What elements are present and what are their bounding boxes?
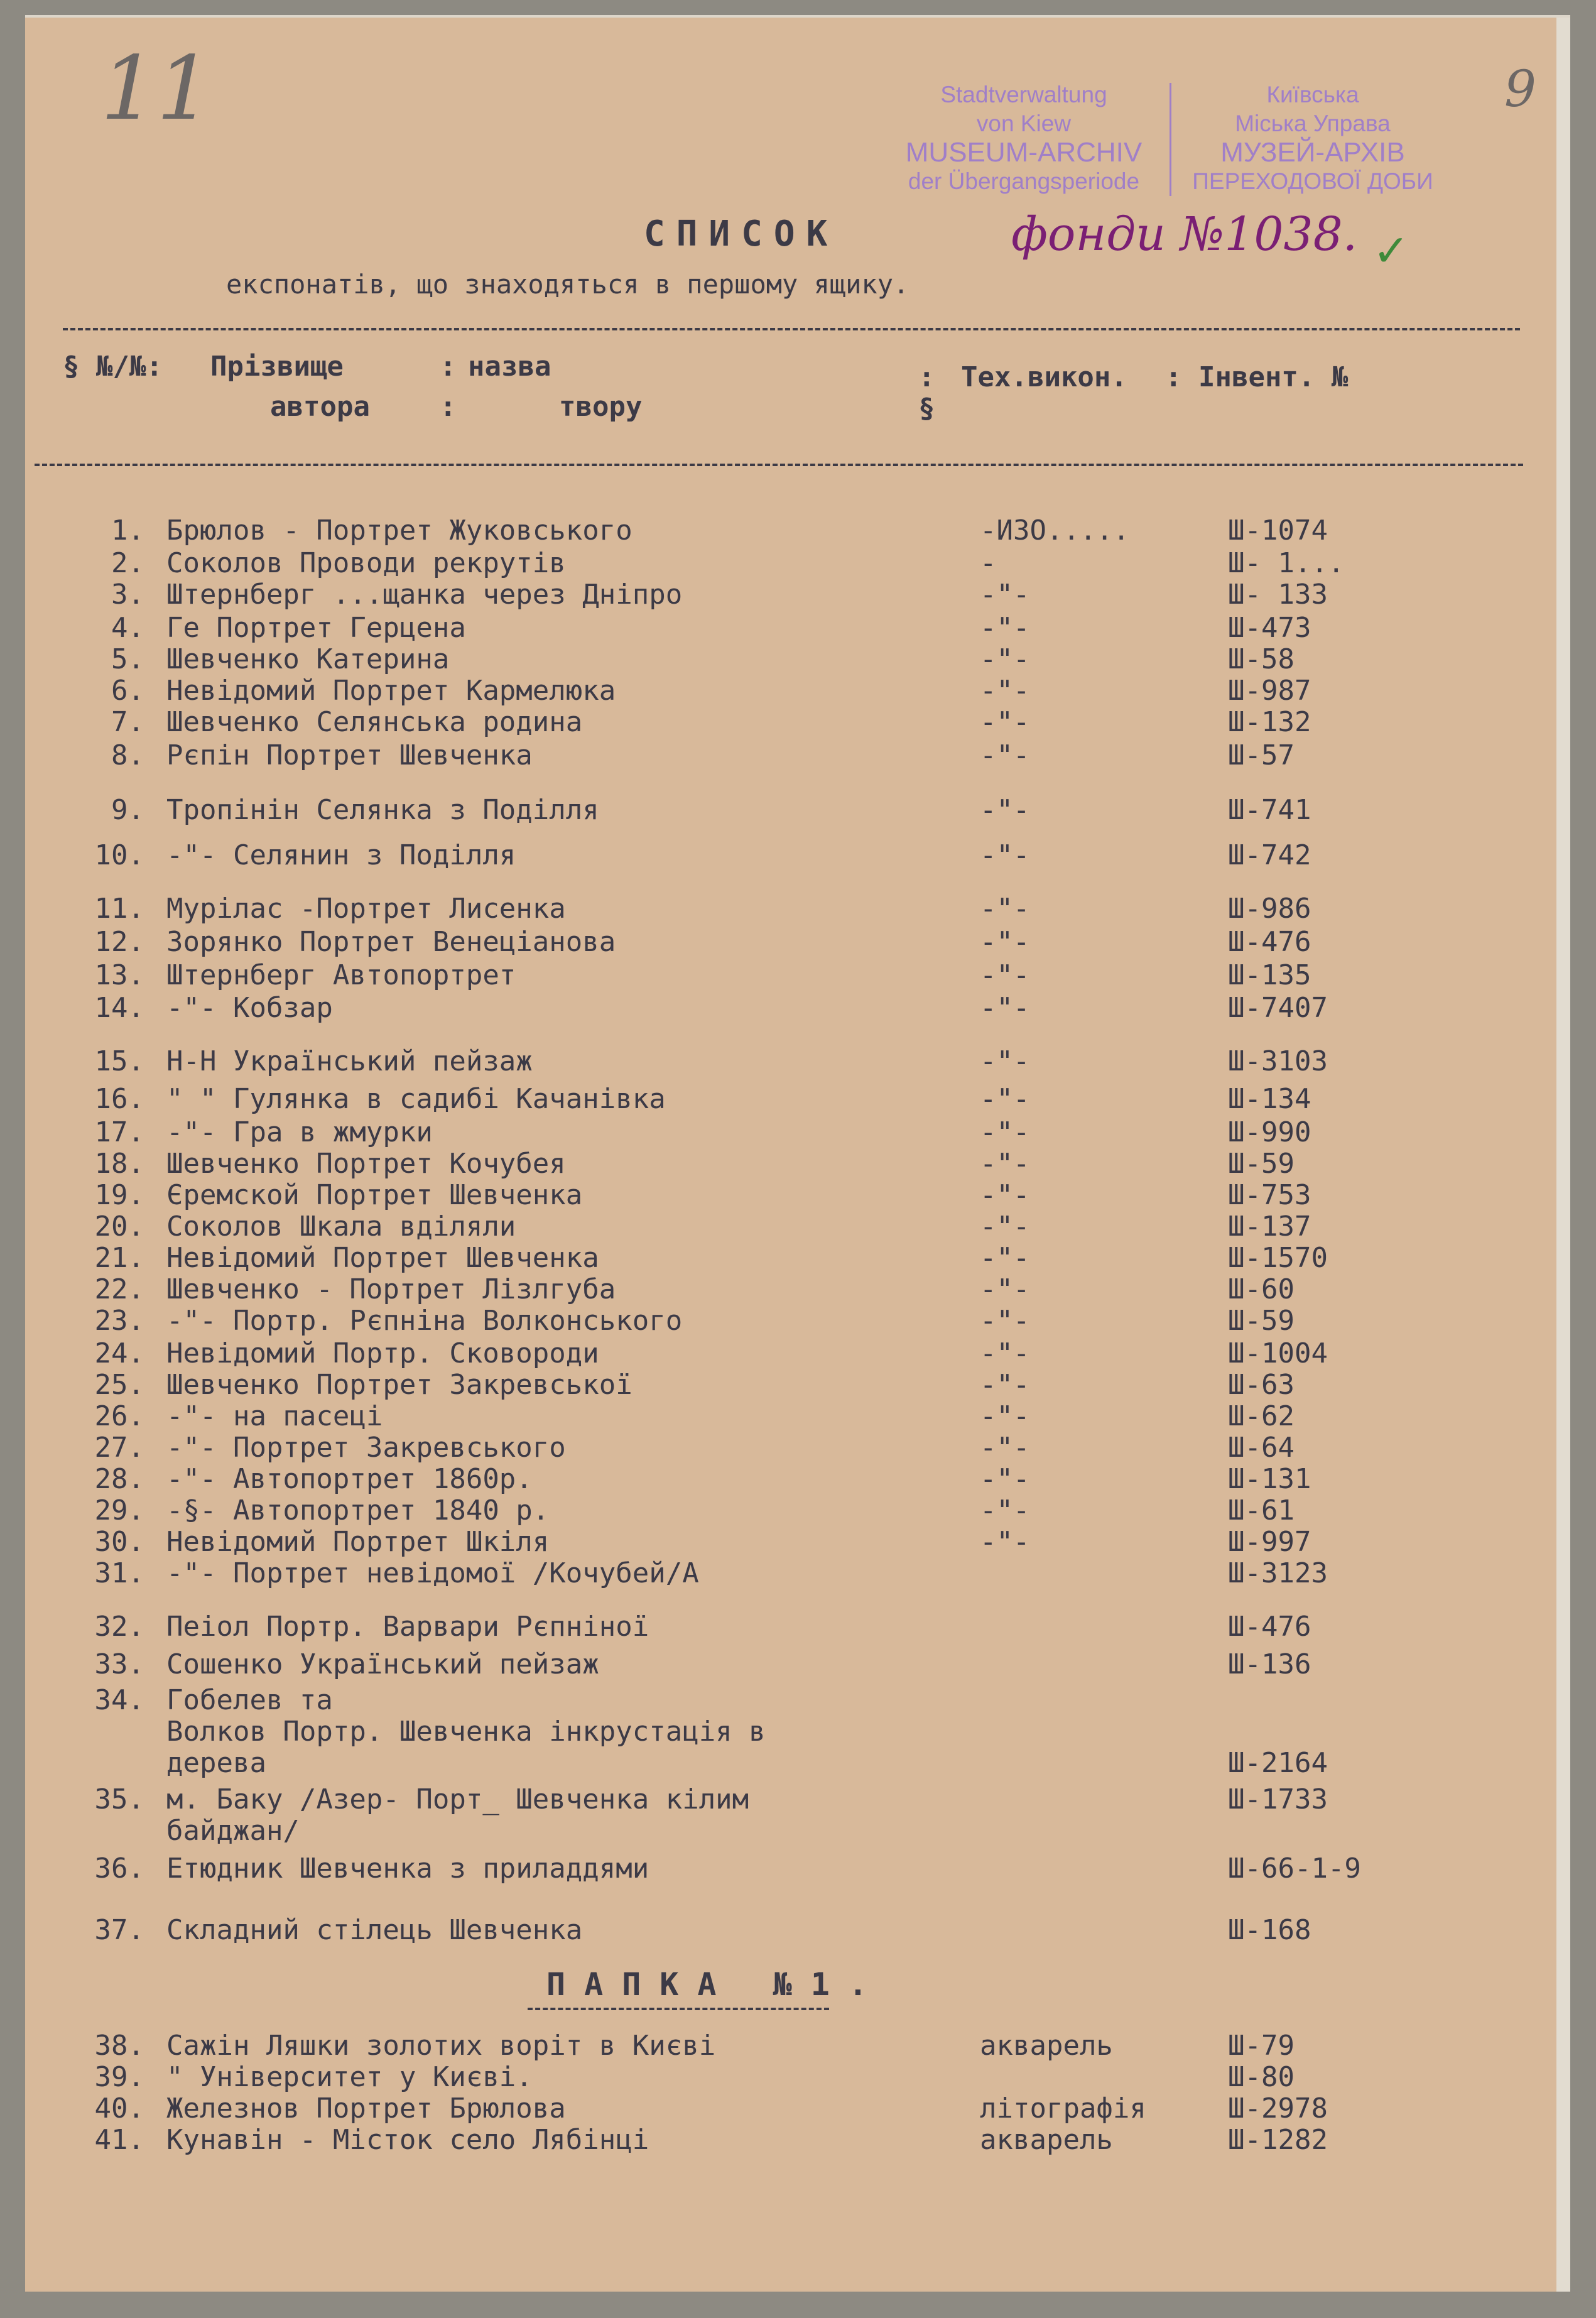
item-description: Зорянко Портрет Венеціанова <box>166 926 616 958</box>
item-description: -"- Кобзар <box>166 992 333 1024</box>
item-number: 39. <box>94 2061 144 2093</box>
handwritten-fond-note: фонди №1038. <box>1011 207 1358 261</box>
item-number: 2. <box>111 547 144 579</box>
list-item <box>0 1815 1545 1847</box>
item-description: -"- Портрет невідомої /Кочубей/А <box>166 1557 699 1589</box>
item-inventory-number: Ш-1004 <box>1228 1337 1328 1369</box>
list-item <box>0 1148 1545 1180</box>
col-work-header: назва <box>468 351 551 383</box>
item-description: Шевченко Портрет Закревської <box>166 1369 632 1401</box>
item-technique: -"- <box>980 1463 1030 1495</box>
item-description: -"- Селянин з Поділля <box>166 839 516 871</box>
item-description: " Університет у Києві. <box>166 2061 533 2093</box>
stamp-line: Київська <box>1266 82 1359 107</box>
col-technique-header: Тех.викон. <box>961 361 1127 393</box>
item-number: 1. <box>111 514 144 547</box>
item-description: байджан/ <box>166 1815 300 1847</box>
list-item <box>0 960 1545 991</box>
item-technique: -"- <box>980 643 1030 675</box>
list-item <box>0 1716 1545 1748</box>
item-inventory-number: Ш-1282 <box>1228 2124 1328 2156</box>
item-technique: -"- <box>980 579 1030 611</box>
list-item <box>0 795 1545 826</box>
list-item <box>0 1915 1545 1946</box>
item-number: 15. <box>94 1045 144 1077</box>
item-number: 13. <box>94 959 144 991</box>
item-number: 9. <box>111 794 144 826</box>
document-title: СПИСОК <box>644 214 839 254</box>
item-technique: -"- <box>980 992 1030 1024</box>
item-inventory-number: Ш-476 <box>1228 1611 1311 1643</box>
item-technique: акварель <box>980 2124 1113 2156</box>
list-item <box>0 1748 1545 1779</box>
list-item <box>0 548 1545 579</box>
item-technique: -"- <box>980 959 1030 991</box>
item-description: Невідомий Портрет Шевченка <box>166 1242 599 1274</box>
item-inventory-number: Ш-131 <box>1228 1463 1311 1495</box>
item-technique: -"- <box>980 1432 1030 1464</box>
list-item <box>0 927 1545 958</box>
header-rule-bottom <box>35 464 1523 466</box>
col-tech-separator: : <box>918 361 935 393</box>
item-technique: -"- <box>980 1273 1030 1305</box>
item-inventory-number: Ш-997 <box>1228 1526 1311 1558</box>
list-item <box>0 675 1545 707</box>
stamp-line: MUSEUM-ARCHIV <box>905 137 1143 168</box>
item-inventory-number: Ш-57 <box>1228 739 1295 771</box>
item-number: 34. <box>94 1684 144 1716</box>
col-colon: : <box>440 391 457 423</box>
item-description: Ге Портрет Герцена <box>166 612 466 644</box>
item-technique: -"- <box>980 794 1030 826</box>
list-item <box>0 612 1545 644</box>
item-inventory-number: Ш-62 <box>1228 1400 1295 1432</box>
item-number: 3. <box>111 579 144 611</box>
item-description: Н-Н Український пейзаж <box>166 1045 533 1077</box>
item-number: 31. <box>94 1557 144 1589</box>
item-description: Шевченко Катерина <box>166 643 450 675</box>
item-technique: -"- <box>980 1526 1030 1558</box>
col-author-header: Прізвище <box>210 351 344 383</box>
list-item <box>0 1338 1545 1369</box>
item-technique: -"- <box>980 1045 1030 1077</box>
item-number: 5. <box>111 643 144 675</box>
item-inventory-number: Ш-63 <box>1228 1369 1295 1401</box>
archive-stamp <box>886 80 1463 206</box>
item-description: Тропінін Селянка з Поділля <box>166 794 599 826</box>
item-technique: -"- <box>980 739 1030 771</box>
item-description: Пеіол Портр. Варвари Рєпніної <box>166 1611 649 1643</box>
item-number: 18. <box>94 1148 144 1180</box>
list-item <box>0 1369 1545 1401</box>
item-number: 4. <box>111 612 144 644</box>
list-item <box>0 740 1545 771</box>
item-technique: -"- <box>980 1083 1030 1115</box>
item-inventory-number: Ш-753 <box>1228 1179 1311 1211</box>
list-item <box>0 1649 1545 1680</box>
list-item <box>0 1274 1545 1305</box>
list-item <box>0 1243 1545 1274</box>
list-item <box>0 840 1545 871</box>
list-item <box>0 1558 1545 1589</box>
item-description: Волков Портр. Шевченка інкрустація в <box>166 1716 766 1748</box>
item-description: Штернберг ...щанка через Дніпро <box>166 579 683 611</box>
item-inventory-number: Ш-59 <box>1228 1305 1295 1337</box>
item-inventory-number: Ш-58 <box>1228 643 1295 675</box>
list-item <box>0 1784 1545 1815</box>
list-item <box>0 1611 1545 1643</box>
item-inventory-number: Ш-60 <box>1228 1273 1295 1305</box>
list-item <box>0 1432 1545 1464</box>
item-inventory-number: Ш-990 <box>1228 1116 1311 1148</box>
item-description: Брюлов - Портрет Жуковського <box>166 514 632 547</box>
item-technique: -"- <box>980 893 1030 925</box>
item-technique: -"- <box>980 839 1030 871</box>
item-description: -§- Автопортрет 1840 р. <box>166 1494 550 1526</box>
item-inventory-number: Ш-59 <box>1228 1148 1295 1180</box>
stamp-ukrainian-text <box>1175 80 1451 196</box>
stamp-german-text <box>886 80 1162 196</box>
list-item <box>0 1084 1545 1115</box>
item-description: Кунавін - Місток село Лябінці <box>166 2124 649 2156</box>
stamp-line: ПЕРЕХОДОВОЇ ДОБИ <box>1192 168 1433 194</box>
item-description: -"- Автопортрет 1860р. <box>166 1463 533 1495</box>
item-inventory-number: Ш-1570 <box>1228 1242 1328 1274</box>
item-number: 28. <box>94 1463 144 1495</box>
item-number: 19. <box>94 1179 144 1211</box>
stamp-line: der Übergangsperiode <box>908 168 1140 194</box>
item-inventory-number: Ш-987 <box>1228 675 1311 707</box>
item-inventory-number: Ш-7407 <box>1228 992 1328 1024</box>
item-inventory-number: Ш-741 <box>1228 794 1311 826</box>
item-technique: -"- <box>980 706 1030 738</box>
item-description: Железнов Портрет Брюлова <box>166 2092 566 2125</box>
list-item <box>0 1685 1545 1716</box>
item-technique: -"- <box>980 926 1030 958</box>
item-inventory-number: Ш-3123 <box>1228 1557 1328 1589</box>
item-number: 8. <box>111 739 144 771</box>
item-inventory-number: Ш-64 <box>1228 1432 1295 1464</box>
list-item <box>0 1853 1545 1885</box>
item-description: Шевченко Селянська родина <box>166 706 583 738</box>
item-number: 10. <box>94 839 144 871</box>
item-description: Мурілас -Портрет Лисенка <box>166 893 566 925</box>
item-inventory-number: Ш-135 <box>1228 959 1311 991</box>
list-item <box>0 1117 1545 1148</box>
item-technique: -"- <box>980 612 1030 644</box>
item-technique: літографія <box>980 2092 1146 2125</box>
item-technique: акварель <box>980 2030 1113 2062</box>
item-description: Гобелев та <box>166 1684 333 1716</box>
item-inventory-number: Ш- 1... <box>1228 547 1345 579</box>
item-inventory-number: Ш-132 <box>1228 706 1311 738</box>
item-description: -"- на пасеці <box>166 1400 383 1432</box>
item-description: м. Баку /Азер- Порт_ Шевченка кілим <box>166 1783 749 1815</box>
item-inventory-number: Ш- 133 <box>1228 579 1328 611</box>
item-number: 30. <box>94 1526 144 1558</box>
item-inventory-number: Ш-476 <box>1228 926 1311 958</box>
item-number: 21. <box>94 1242 144 1274</box>
item-description: Шевченко Портрет Кочубея <box>166 1148 566 1180</box>
item-inventory-number: Ш-742 <box>1228 839 1311 871</box>
item-description: -"- Гра в жмурки <box>166 1116 433 1148</box>
list-item <box>0 2062 1545 2093</box>
item-description: Сажін Ляшки золотих воріт в Києві <box>166 2030 716 2062</box>
list-item <box>0 1211 1545 1243</box>
item-description: Соколов Проводи рекрутів <box>166 547 566 579</box>
document-subtitle: експонатів, що знаходяться в першому ящику. <box>226 269 909 300</box>
item-number: 16. <box>94 1083 144 1115</box>
item-number: 29. <box>94 1494 144 1526</box>
item-technique: -"- <box>980 675 1030 707</box>
item-description: Невідомий Портрет Кармелюка <box>166 675 616 707</box>
item-inventory-number: Ш-168 <box>1228 1914 1311 1946</box>
item-technique: -"- <box>980 1400 1030 1432</box>
stamp-line: МУЗЕЙ-АРХІВ <box>1220 137 1405 168</box>
col-work-header-2: твору <box>559 391 643 423</box>
list-item <box>0 2030 1545 2062</box>
stamp-line: Міська Управа <box>1235 111 1391 136</box>
item-number: 22. <box>94 1273 144 1305</box>
item-inventory-number: Ш-3103 <box>1228 1045 1328 1077</box>
item-inventory-number: Ш-66-1-9 <box>1228 1853 1361 1885</box>
item-description: Шевченко - Портрет Лізлгуба <box>166 1273 616 1305</box>
item-description: Невідомий Портрет Шкіля <box>166 1526 550 1558</box>
item-description: " " Гулянка в садибі Качанівка <box>166 1083 666 1115</box>
item-number: 36. <box>94 1853 144 1885</box>
col-inventory-header: : Інвент. № <box>1165 361 1349 393</box>
item-number: 37. <box>94 1914 144 1946</box>
col-author-header-2: автора <box>270 391 370 423</box>
item-inventory-number: Ш-986 <box>1228 893 1311 925</box>
item-number: 6. <box>111 675 144 707</box>
item-number: 33. <box>94 1648 144 1680</box>
item-technique: -"- <box>980 1494 1030 1526</box>
item-description: -"- Портрет Закревського <box>166 1432 566 1464</box>
item-technique: -"- <box>980 1242 1030 1274</box>
item-number: 11. <box>94 893 144 925</box>
item-description: -"- Портр. Рєпніна Волконського <box>166 1305 683 1337</box>
item-inventory-number: Ш-136 <box>1228 1648 1311 1680</box>
list-item <box>0 579 1545 611</box>
item-technique: -"- <box>980 1305 1030 1337</box>
col-colon: : <box>440 351 457 383</box>
item-inventory-number: Ш-2978 <box>1228 2092 1328 2125</box>
header-rule-top <box>63 328 1520 330</box>
item-number: 35. <box>94 1783 144 1815</box>
list-item <box>0 1180 1545 1211</box>
pencil-page-number: 9 <box>1504 60 1536 118</box>
item-number: 17. <box>94 1116 144 1148</box>
item-description: Невідомий Портр. Сковороди <box>166 1337 599 1369</box>
section-underline <box>528 2008 829 2010</box>
list-item <box>0 1401 1545 1432</box>
item-number: 24. <box>94 1337 144 1369</box>
item-number: 14. <box>94 992 144 1024</box>
item-inventory-number: Ш-1733 <box>1228 1783 1328 1815</box>
list-item <box>0 993 1545 1024</box>
check-mark-icon: ✓ <box>1376 220 1406 278</box>
item-technique: -ИЗО..... <box>980 514 1130 547</box>
item-technique: -"- <box>980 1337 1030 1369</box>
item-inventory-number: Ш-1074 <box>1228 514 1328 547</box>
item-technique: -"- <box>980 1148 1030 1180</box>
list-item <box>0 1046 1545 1077</box>
item-description: Штернберг Автопортрет <box>166 959 516 991</box>
item-number: 41. <box>94 2124 144 2156</box>
item-number: 40. <box>94 2092 144 2125</box>
item-description: Складний стілець Шевченка <box>166 1914 583 1946</box>
item-technique: -"- <box>980 1116 1030 1148</box>
list-item <box>0 1464 1545 1495</box>
item-inventory-number: Ш-79 <box>1228 2030 1295 2062</box>
item-inventory-number: Ш-80 <box>1228 2061 1295 2093</box>
item-description: дерева <box>166 1747 266 1779</box>
item-number: 23. <box>94 1305 144 1337</box>
item-description: Етюдник Шевченка з приладдями <box>166 1853 649 1885</box>
item-description: Рєпін Портрет Шевченка <box>166 739 533 771</box>
item-number: 27. <box>94 1432 144 1464</box>
list-item <box>0 1305 1545 1337</box>
item-number: 12. <box>94 926 144 958</box>
stamp-divider <box>1170 83 1171 196</box>
item-technique: -"- <box>980 1211 1030 1243</box>
list-item <box>0 1495 1545 1526</box>
item-number: 25. <box>94 1369 144 1401</box>
list-item <box>0 515 1545 547</box>
item-number: 38. <box>94 2030 144 2062</box>
item-technique: -"- <box>980 1179 1030 1211</box>
item-description: Сошенко Український пейзаж <box>166 1648 599 1680</box>
item-number: 7. <box>111 706 144 738</box>
pencil-margin-mark: 11 <box>100 38 213 140</box>
stamp-line: Stadtverwaltung <box>940 82 1107 107</box>
item-technique: -"- <box>980 1369 1030 1401</box>
item-number: 26. <box>94 1400 144 1432</box>
item-inventory-number: Ш-134 <box>1228 1083 1311 1115</box>
item-description: Соколов Шкала вділяли <box>166 1211 516 1243</box>
item-number: 20. <box>94 1211 144 1243</box>
col-tech-separator: § <box>918 393 935 425</box>
list-item <box>0 893 1545 925</box>
item-inventory-number: Ш-137 <box>1228 1211 1311 1243</box>
list-item <box>0 2125 1545 2156</box>
section-heading: ПАПКА №1. <box>546 1966 886 2003</box>
list-item <box>0 2093 1545 2125</box>
col-number-header: § №/№: <box>63 351 163 383</box>
item-inventory-number: Ш-2164 <box>1228 1747 1328 1779</box>
list-item <box>0 644 1545 675</box>
list-item <box>0 1526 1545 1558</box>
list-item <box>0 707 1545 738</box>
item-technique: - <box>980 547 997 579</box>
item-description: Єремской Портрет Шевченка <box>166 1179 583 1211</box>
stamp-line: von Kiew <box>976 111 1072 136</box>
item-inventory-number: Ш-473 <box>1228 612 1311 644</box>
item-inventory-number: Ш-61 <box>1228 1494 1295 1526</box>
item-number: 32. <box>94 1611 144 1643</box>
